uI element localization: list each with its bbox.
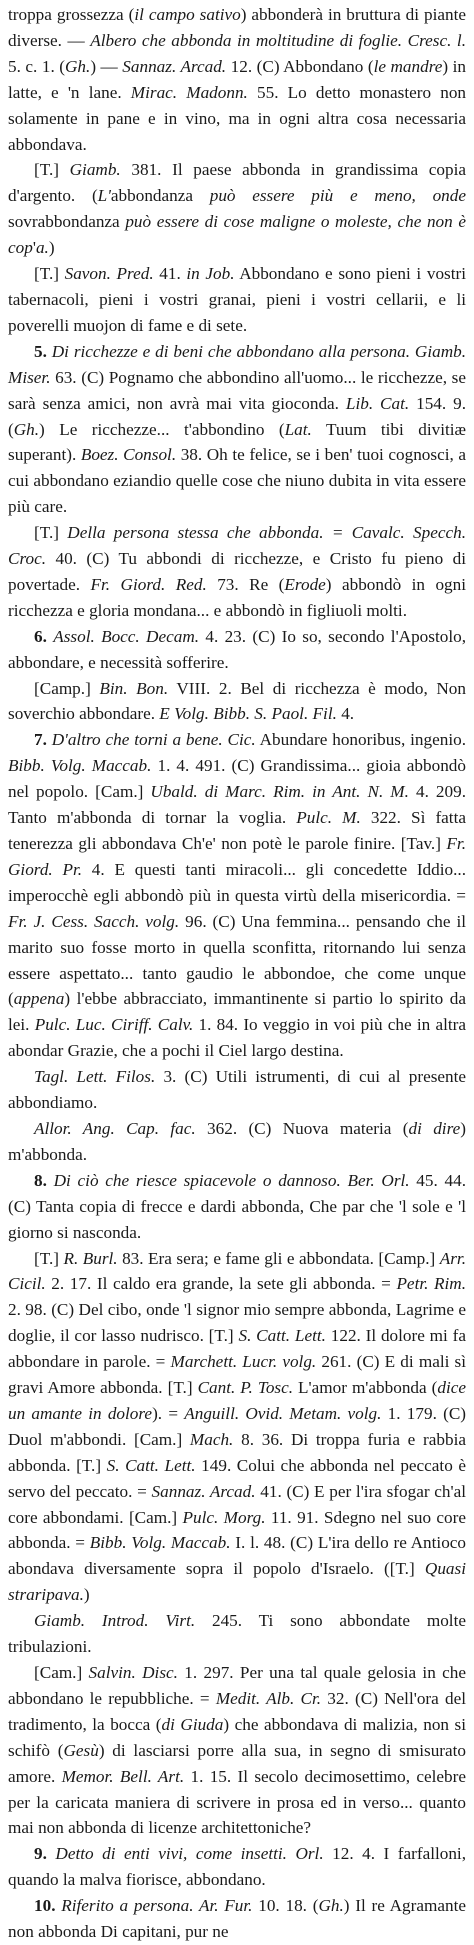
entry-paragraph: [8, 261, 466, 339]
entry-paragraph: [8, 1893, 466, 1945]
body-text: 40. (C) Tu abbondi di ricchezze, e Cristo fu pieno di povertade.: [8, 549, 466, 594]
body-text: ) —: [90, 56, 123, 76]
italic-text: in Job.: [186, 264, 235, 284]
body-text: ) in latte, e 'n lane.: [8, 56, 467, 102]
italic-text: le mandre: [373, 56, 443, 76]
italic-text: Riferito a persona. Ar. Fur.: [61, 1896, 253, 1916]
entry-paragraph: [8, 1841, 466, 1893]
body-text: 11. 91. Sdegno nel suo core abbonda. =: [8, 1507, 467, 1553]
body-text: 245. Ti sono abbondate molte tribulazioni.: [8, 1611, 466, 1657]
italic-text: Pulc. M.: [296, 808, 361, 828]
italic-text: Lib. Cat.: [345, 393, 410, 413]
italic-text: Gh.: [65, 56, 91, 76]
body-text: [Camp.]: [34, 678, 100, 698]
italic-text: Quasi straripava.: [8, 1559, 466, 1605]
italic-text: può essere di cose maligne o moleste, che non è cop: [8, 212, 466, 258]
italic-text: a.: [35, 238, 49, 258]
italic-text: Mach.: [189, 1429, 234, 1449]
body-text: L'amor m'abbonda (: [293, 1378, 438, 1398]
body-text: 362. (C) Nuova materia (: [195, 1118, 409, 1138]
italic-text: Memor. Bell. Art.: [61, 1766, 185, 1786]
body-text: ) l'ebbe abbracciato, immantinente si partio lo spirito da lei.: [8, 989, 466, 1035]
entry-paragraph: [8, 1246, 466, 1609]
body-text: 4.: [336, 704, 355, 724]
body-text: ) abbondò in ogni ricchezza e gloria mondana... e abbondò in figliuoli molti.: [8, 574, 466, 620]
body-text: sovrabbondanza: [8, 212, 126, 232]
italic-text: Bibb. Volg. Maccab.: [8, 756, 152, 776]
body-text: 41. (C) E per l'ira sfogar ch'al core abbondami. [Cam.]: [8, 1481, 467, 1527]
italic-text: Medit. Alb. Cr.: [215, 1688, 322, 1708]
italic-text: Pulc. Luc. Ciriff. Calv.: [34, 1015, 194, 1035]
body-text: ): [83, 1585, 90, 1605]
body-text: 32. (C) Nell'ora del tradimento, la bocca (: [8, 1688, 466, 1734]
body-text: 149. Colui che abbonda nel peccato è servo del peccato. =: [8, 1455, 466, 1501]
body-text: 1. 84. Io veggio in voi più che in altra abondar Grazie, che a pochi il Ciel largo destina.: [8, 1015, 466, 1061]
body-text: Abundare honoribus, ingenio.: [255, 730, 466, 750]
body-text: 38. Oh te felice, se i ben' tuoi cognosci, a cui abbondano eziandio quelle cose che niuno dubita in vita essere più care.: [8, 445, 466, 517]
body-text: 10. 18. (: [252, 1896, 319, 1916]
body-text: 63. (C) Pognamo che abbondino all'uomo... le ricchezze, se sarà senza amici, non avrà mai vita gioconda.: [8, 367, 466, 413]
italic-text: Sannaz. Arcad.: [122, 56, 227, 76]
italic-text: Detto di enti vivi, come insetti. Orl.: [55, 1844, 324, 1864]
body-text: 96. (C) Una femmina... pensando che il marito suo fosse morto in quella sconfitta, ritornando lui senza essere aspettato... tanto gaudio le abbondoe, che come unque (: [8, 911, 467, 1009]
entry-paragraph: [8, 727, 466, 1064]
italic-text: L': [97, 186, 111, 206]
entry-paragraph: [8, 157, 466, 261]
body-text: ) m'abbonda.: [8, 1118, 466, 1164]
body-text: 154. 9. (: [8, 393, 467, 439]
body-text: ) Il re Agramante non abbonda Di capitani, pur ne: [8, 1896, 466, 1942]
sense-number: 7.: [34, 730, 52, 750]
body-text: Abbondano e sono pieni i vostri tabernacoli, pieni i vostri granai, pieni i vostri cellarii, e li poverelli muojon di fame e di sete.: [8, 264, 466, 335]
body-text: VIII. 2. Bel di ricchezza è modo, Non soverchio abbondare.: [8, 678, 466, 724]
body-text: 12. 4. I farfalloni, quando la malva fiorisce, abbondano.: [8, 1844, 467, 1890]
italic-text: Assol. Bocc. Decam.: [53, 626, 200, 646]
italic-text: D'altro che torni a bene. Cic.: [51, 730, 256, 750]
body-text: 1. 297. Per una tal quale gelosia in che abbondano le repubbliche. =: [8, 1663, 466, 1708]
body-text: 261. (C) E di mali sì gravi Amore abbonda. [T.]: [8, 1352, 466, 1398]
italic-text: Savon. Pred.: [64, 264, 154, 284]
italic-text: E Volg. Bibb. S. Paol. Fil.: [159, 704, 337, 724]
body-text: 322. Sì fatta tenerezza gli abbondava Ch'e' non potè le parole finire. [Tav.]: [8, 808, 466, 853]
body-text: 381. Il paese abbonda in grandissima copia d'argento. (: [8, 160, 467, 206]
italic-text: di dire: [408, 1118, 461, 1138]
entry-paragraph: [8, 1168, 466, 1246]
body-text: troppa grossezza (: [8, 5, 135, 24]
italic-text: Della persona stessa che abbonda. = Cavalc. Specch. Croc.: [8, 523, 467, 569]
sense-number: 10.: [34, 1896, 62, 1916]
body-text: [T.]: [34, 264, 65, 284]
italic-text: Gh.: [13, 419, 40, 439]
italic-text: Giamb.: [69, 160, 121, 180]
entry-paragraph: [8, 624, 466, 676]
body-text: abbondanza: [110, 186, 210, 206]
italic-text: Mirac. Madonn.: [130, 82, 248, 102]
body-text: ) abbonderà in bruttura di piante diverse. —: [8, 5, 466, 50]
italic-text: può essere più e meno, onde: [209, 186, 466, 206]
body-text: 55. Lo detto monastero non solamente in pane e in vino, ma in ogni altra cosa necessaria abbondava.: [8, 82, 467, 154]
body-text: ) Le ricchezze... t'abbondino (: [39, 419, 285, 439]
entry-paragraph: [8, 1660, 466, 1841]
italic-text: Giamb. Introd. Virt.: [34, 1611, 196, 1631]
body-text: 5. c. 1. (: [8, 56, 65, 76]
italic-text: Petr. Rim.: [396, 1274, 466, 1294]
sense-number: 9.: [34, 1844, 56, 1864]
body-text: 41.: [153, 264, 187, 284]
body-text: [Cam.]: [34, 1663, 89, 1682]
body-text: ) di lasciarsi porre alla sua, in segno di smisurato amore.: [8, 1740, 467, 1786]
body-text: ': [32, 238, 36, 258]
body-text: 83. Era sera; e fame gli e abbondata. [Camp.]: [117, 1248, 440, 1268]
italic-text: Anguill. Ovid. Metam. volg.: [184, 1403, 382, 1423]
italic-text: Tagl. Lett. Filos.: [34, 1067, 156, 1087]
italic-text: Arr. Cicil.: [8, 1248, 466, 1294]
italic-text: Salvin. Disc.: [88, 1663, 178, 1682]
entry-paragraph: [8, 676, 466, 728]
entry-paragraph: [8, 1608, 466, 1660]
italic-text: Sannaz. Arcad.: [151, 1481, 256, 1501]
italic-text: Fr. Giord. Pr.: [8, 834, 466, 879]
entry-paragraph: [8, 520, 466, 624]
entry-paragraph: [8, 1116, 466, 1168]
italic-text: dice un amante in dolore: [8, 1378, 466, 1423]
italic-text: Di ciò che riesce spiacevole o dannoso. Ber. Orl.: [53, 1170, 410, 1190]
body-text: I. l. 48. (C) L'ira dello re Antioco abondava diversamente sopra il popolo d'Israelo. ([T.]: [8, 1533, 467, 1579]
body-text: ). =: [152, 1403, 185, 1423]
italic-text: di Giuda: [161, 1714, 224, 1734]
italic-text: Ubald. di Marc. Rim. in Ant. N. M.: [150, 782, 409, 802]
italic-text: Albero che abbonda in moltitudine di foglie. Cresc. l.: [90, 30, 466, 50]
body-text: [T.]: [34, 523, 68, 543]
body-text: 8. 36. Di troppa furia e rabbia abbonda. [T.]: [8, 1429, 466, 1475]
entry-paragraph: [8, 1064, 466, 1116]
italic-text: Bin. Bon.: [99, 678, 169, 698]
body-text: 2. 98. (C) Del cibo, onde 'l signor mio sempre abbonda, Lagrime e doglie, il cor lasso nudrisco. [T.]: [8, 1300, 466, 1346]
body-text: 45. 44. (C) Tanta copia di frecce e dardi abbonda, Che par che 'l sole e 'l giorno si nasconda.: [8, 1170, 467, 1242]
italic-text: Marchett. Lucr. volg.: [170, 1352, 317, 1372]
italic-text: Cant. P. Tosc.: [197, 1378, 294, 1398]
italic-text: il campo sativo: [134, 5, 241, 24]
italic-text: Gesù: [63, 1740, 99, 1760]
italic-text: S. Catt. Lett.: [238, 1326, 326, 1346]
sense-number: 5.: [34, 341, 52, 361]
body-text: 2. 17. Il caldo era grande, la sete gli abbonda. =: [45, 1274, 397, 1294]
body-text: 12. (C) Abbondano (: [226, 56, 374, 76]
italic-text: Fr. J. Cess. Sacch. volg.: [8, 911, 180, 931]
sense-number: 8.: [34, 1170, 54, 1190]
body-text: ): [48, 238, 55, 258]
italic-text: S. Catt. Lett.: [106, 1455, 196, 1475]
italic-text: Erode: [284, 574, 326, 594]
italic-text: Gh.: [318, 1896, 344, 1916]
body-text: 122. Il dolore mi fa abbondare in parole. =: [8, 1326, 466, 1372]
body-text: 4. 209. Tanto m'abbonda di tornar la voglia.: [8, 782, 467, 828]
body-text: [T.]: [34, 160, 70, 180]
italic-text: Bibb. Volg. Maccab.: [89, 1533, 231, 1553]
body-text: 73. Re (: [206, 574, 285, 594]
body-text: 1. 4. 491. (C) Grandissima... gioia abbondò nel popolo. [Cam.]: [8, 756, 466, 802]
italic-text: Pulc. Morg.: [182, 1507, 266, 1527]
body-text: ) che abbondava di malizia, non si schifò (: [8, 1714, 466, 1760]
entry-paragraph: [8, 339, 466, 520]
italic-text: Boez. Consol.: [80, 445, 177, 465]
body-text: 3. (C) Utili istrumenti, di cui al presente abbondiamo.: [8, 1067, 467, 1113]
italic-text: R. Burl.: [63, 1248, 118, 1268]
body-text: 1. 179. (C) Duol m'abbondi. [Cam.]: [8, 1403, 467, 1449]
body-text: 4. E questi tanti miracoli... gli concedette Iddio... imperocchè egli abbondò più in questa virtù della misericordia. =: [8, 859, 466, 905]
sense-number: 6.: [34, 626, 54, 646]
italic-text: Fr. Giord. Red.: [90, 574, 207, 594]
italic-text: Allor. Ang. Cap. fac.: [34, 1118, 196, 1138]
body-text: 1. 15. Il secolo decimosettimo, celebre per la caricata maniera di scrivere in prosa ed in verso... quanto mai non abbonda di licenze architettoniche?: [8, 1766, 466, 1838]
body-text: Tuum tibi divitiæ superant).: [8, 419, 467, 465]
body-text: 4. 23. (C) Io so, secondo l'Apostolo, abbondare, e necessità sofferire.: [8, 626, 466, 672]
italic-text: Lat.: [284, 419, 312, 439]
italic-text: appena: [13, 989, 65, 1009]
body-text: [T.]: [34, 1248, 64, 1268]
entry-paragraph: [8, 2, 466, 157]
italic-text: Di ricchezze e di beni che abbondano alla persona. Giamb. Miser.: [8, 341, 467, 387]
